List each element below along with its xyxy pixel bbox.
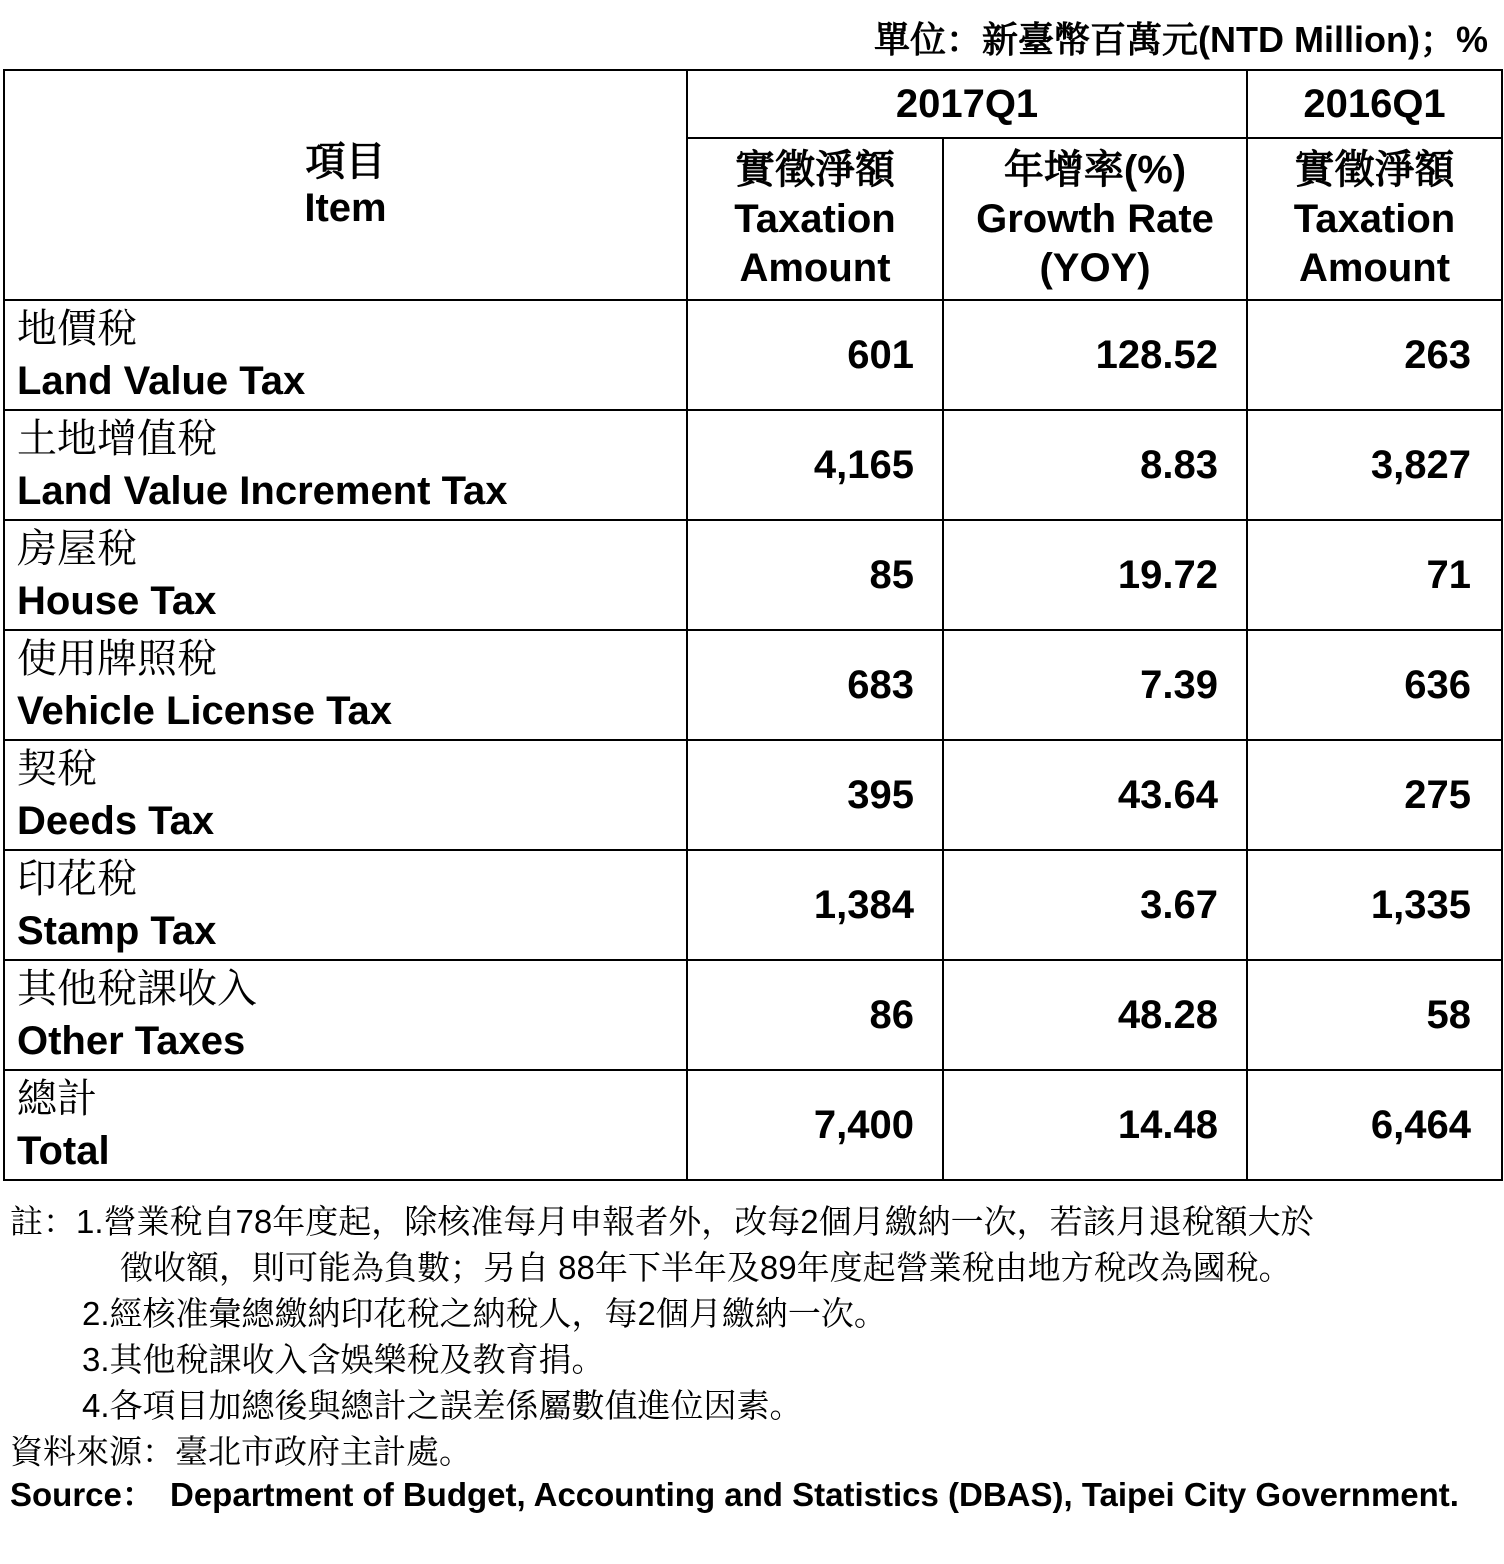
row-item-zh: 契稅	[17, 747, 97, 791]
cell-growth-rate: 14.48	[943, 1070, 1247, 1180]
cell-amount-2017: 395	[687, 740, 943, 850]
table-body	[4, 300, 1502, 1180]
cell-amount-2016: 58	[1247, 960, 1502, 1070]
row-item-en: Land Value Increment Tax	[17, 469, 508, 513]
notes	[10, 1199, 1500, 1475]
row-item	[4, 410, 687, 520]
cell-amount-2016: 1,335	[1247, 850, 1502, 960]
cell-amount-2017: 86	[687, 960, 943, 1070]
table-row	[4, 520, 1502, 630]
cell-growth-rate: 43.64	[943, 740, 1247, 850]
cell-amount-2017: 683	[687, 630, 943, 740]
row-item	[4, 960, 687, 1070]
header-item-zh: 項目	[305, 140, 386, 184]
row-item-en: Other Taxes	[17, 1019, 246, 1063]
col-label-en: (YOY)	[1039, 245, 1151, 290]
cell-amount-2017: 85	[687, 520, 943, 630]
cell-amount-2017: 1,384	[687, 850, 943, 960]
cell-amount-2017: 601	[687, 300, 943, 410]
col-label-en: Amount	[739, 245, 891, 290]
row-item-en: Land Value Tax	[17, 359, 306, 403]
tax-table	[3, 69, 1503, 1181]
table-row	[4, 410, 1502, 520]
note-2: 2.經核准彙總繳納印花稅之納稅人，每2個月繳納一次。	[82, 1295, 887, 1332]
note-4: 4.各項目加總後與總計之誤差係屬數值進位因素。	[82, 1387, 803, 1424]
cell-amount-2017: 4,165	[687, 410, 943, 520]
table-row	[4, 630, 1502, 740]
header-col-growth	[943, 138, 1247, 300]
cell-growth-rate: 7.39	[943, 630, 1247, 740]
col-label-zh: 年增率(%)	[1003, 147, 1187, 192]
cell-amount-2017: 7,400	[687, 1070, 943, 1180]
col-label-en: Amount	[1298, 245, 1451, 290]
cell-growth-rate: 48.28	[943, 960, 1247, 1070]
header-period-2016: 2016Q1	[1247, 70, 1502, 138]
table-row	[4, 1070, 1502, 1180]
row-item-zh: 其他稅課收入	[17, 967, 257, 1011]
row-item-zh: 總計	[17, 1077, 97, 1121]
cell-growth-rate: 128.52	[943, 300, 1247, 410]
row-item-en: House Tax	[17, 579, 217, 623]
row-item	[4, 520, 687, 630]
col-label-en: Taxation	[734, 196, 896, 241]
col-label-en: Taxation	[1293, 196, 1456, 241]
row-item-en: Deeds Tax	[17, 799, 215, 843]
row-item-en: Total	[17, 1129, 110, 1173]
header-period-2017: 2017Q1	[687, 70, 1247, 138]
source-label: Source：	[10, 1476, 155, 1513]
col-label-zh: 實徵淨額	[735, 147, 895, 192]
col-label-zh: 實徵淨額	[1294, 147, 1455, 192]
row-item	[4, 740, 687, 850]
cell-amount-2016: 636	[1247, 630, 1502, 740]
header-item-en: Item	[304, 186, 387, 230]
note-3: 3.其他稅課收入含娛樂稅及教育捐。	[82, 1341, 605, 1378]
row-item	[4, 630, 687, 740]
row-item-zh: 房屋稅	[17, 527, 137, 571]
row-item	[4, 1070, 687, 1180]
header-col-amount-2017	[687, 138, 943, 300]
row-item-en: Vehicle License Tax	[17, 689, 393, 733]
cell-amount-2016: 275	[1247, 740, 1502, 850]
cell-growth-rate: 3.67	[943, 850, 1247, 960]
cell-amount-2016: 71	[1247, 520, 1502, 630]
table-row	[4, 960, 1502, 1070]
col-label-en: Growth Rate	[976, 196, 1214, 241]
source-zh: 資料來源：臺北市政府主計處。	[10, 1433, 472, 1470]
cell-amount-2016: 263	[1247, 300, 1502, 410]
cell-growth-rate: 19.72	[943, 520, 1247, 630]
row-item-en: Stamp Tax	[17, 909, 217, 953]
table-row	[4, 850, 1502, 960]
row-item-zh: 印花稅	[17, 857, 137, 901]
cell-growth-rate: 8.83	[943, 410, 1247, 520]
row-item	[4, 850, 687, 960]
source-en	[10, 1473, 1470, 1517]
table-row	[4, 740, 1502, 850]
cell-amount-2016: 6,464	[1247, 1070, 1502, 1180]
row-item-zh: 使用牌照稅	[17, 637, 217, 681]
table-row	[4, 300, 1502, 410]
row-item-zh: 土地增值稅	[17, 417, 217, 461]
row-item-zh: 地價稅	[17, 307, 137, 351]
unit-label: 單位：新臺幣百萬元(NTD Million)；%	[874, 19, 1488, 60]
row-item	[4, 300, 687, 410]
note-1: 註：1.營業稅自78年度起，除核准每月申報者外，改每2個月繳納一次，若該月退稅額大於	[10, 1203, 1314, 1240]
header-col-amount-2016	[1247, 138, 1502, 300]
source-text: Department of Budget, Accounting and Statistics (DBAS), Taipei City Government.	[170, 1476, 1459, 1513]
cell-amount-2016: 3,827	[1247, 410, 1502, 520]
note-1-cont: 徵收額，則可能為負數；另自 88年下半年及89年度起營業稅由地方稅改為國稅。	[120, 1249, 1292, 1286]
header-item	[4, 70, 687, 300]
